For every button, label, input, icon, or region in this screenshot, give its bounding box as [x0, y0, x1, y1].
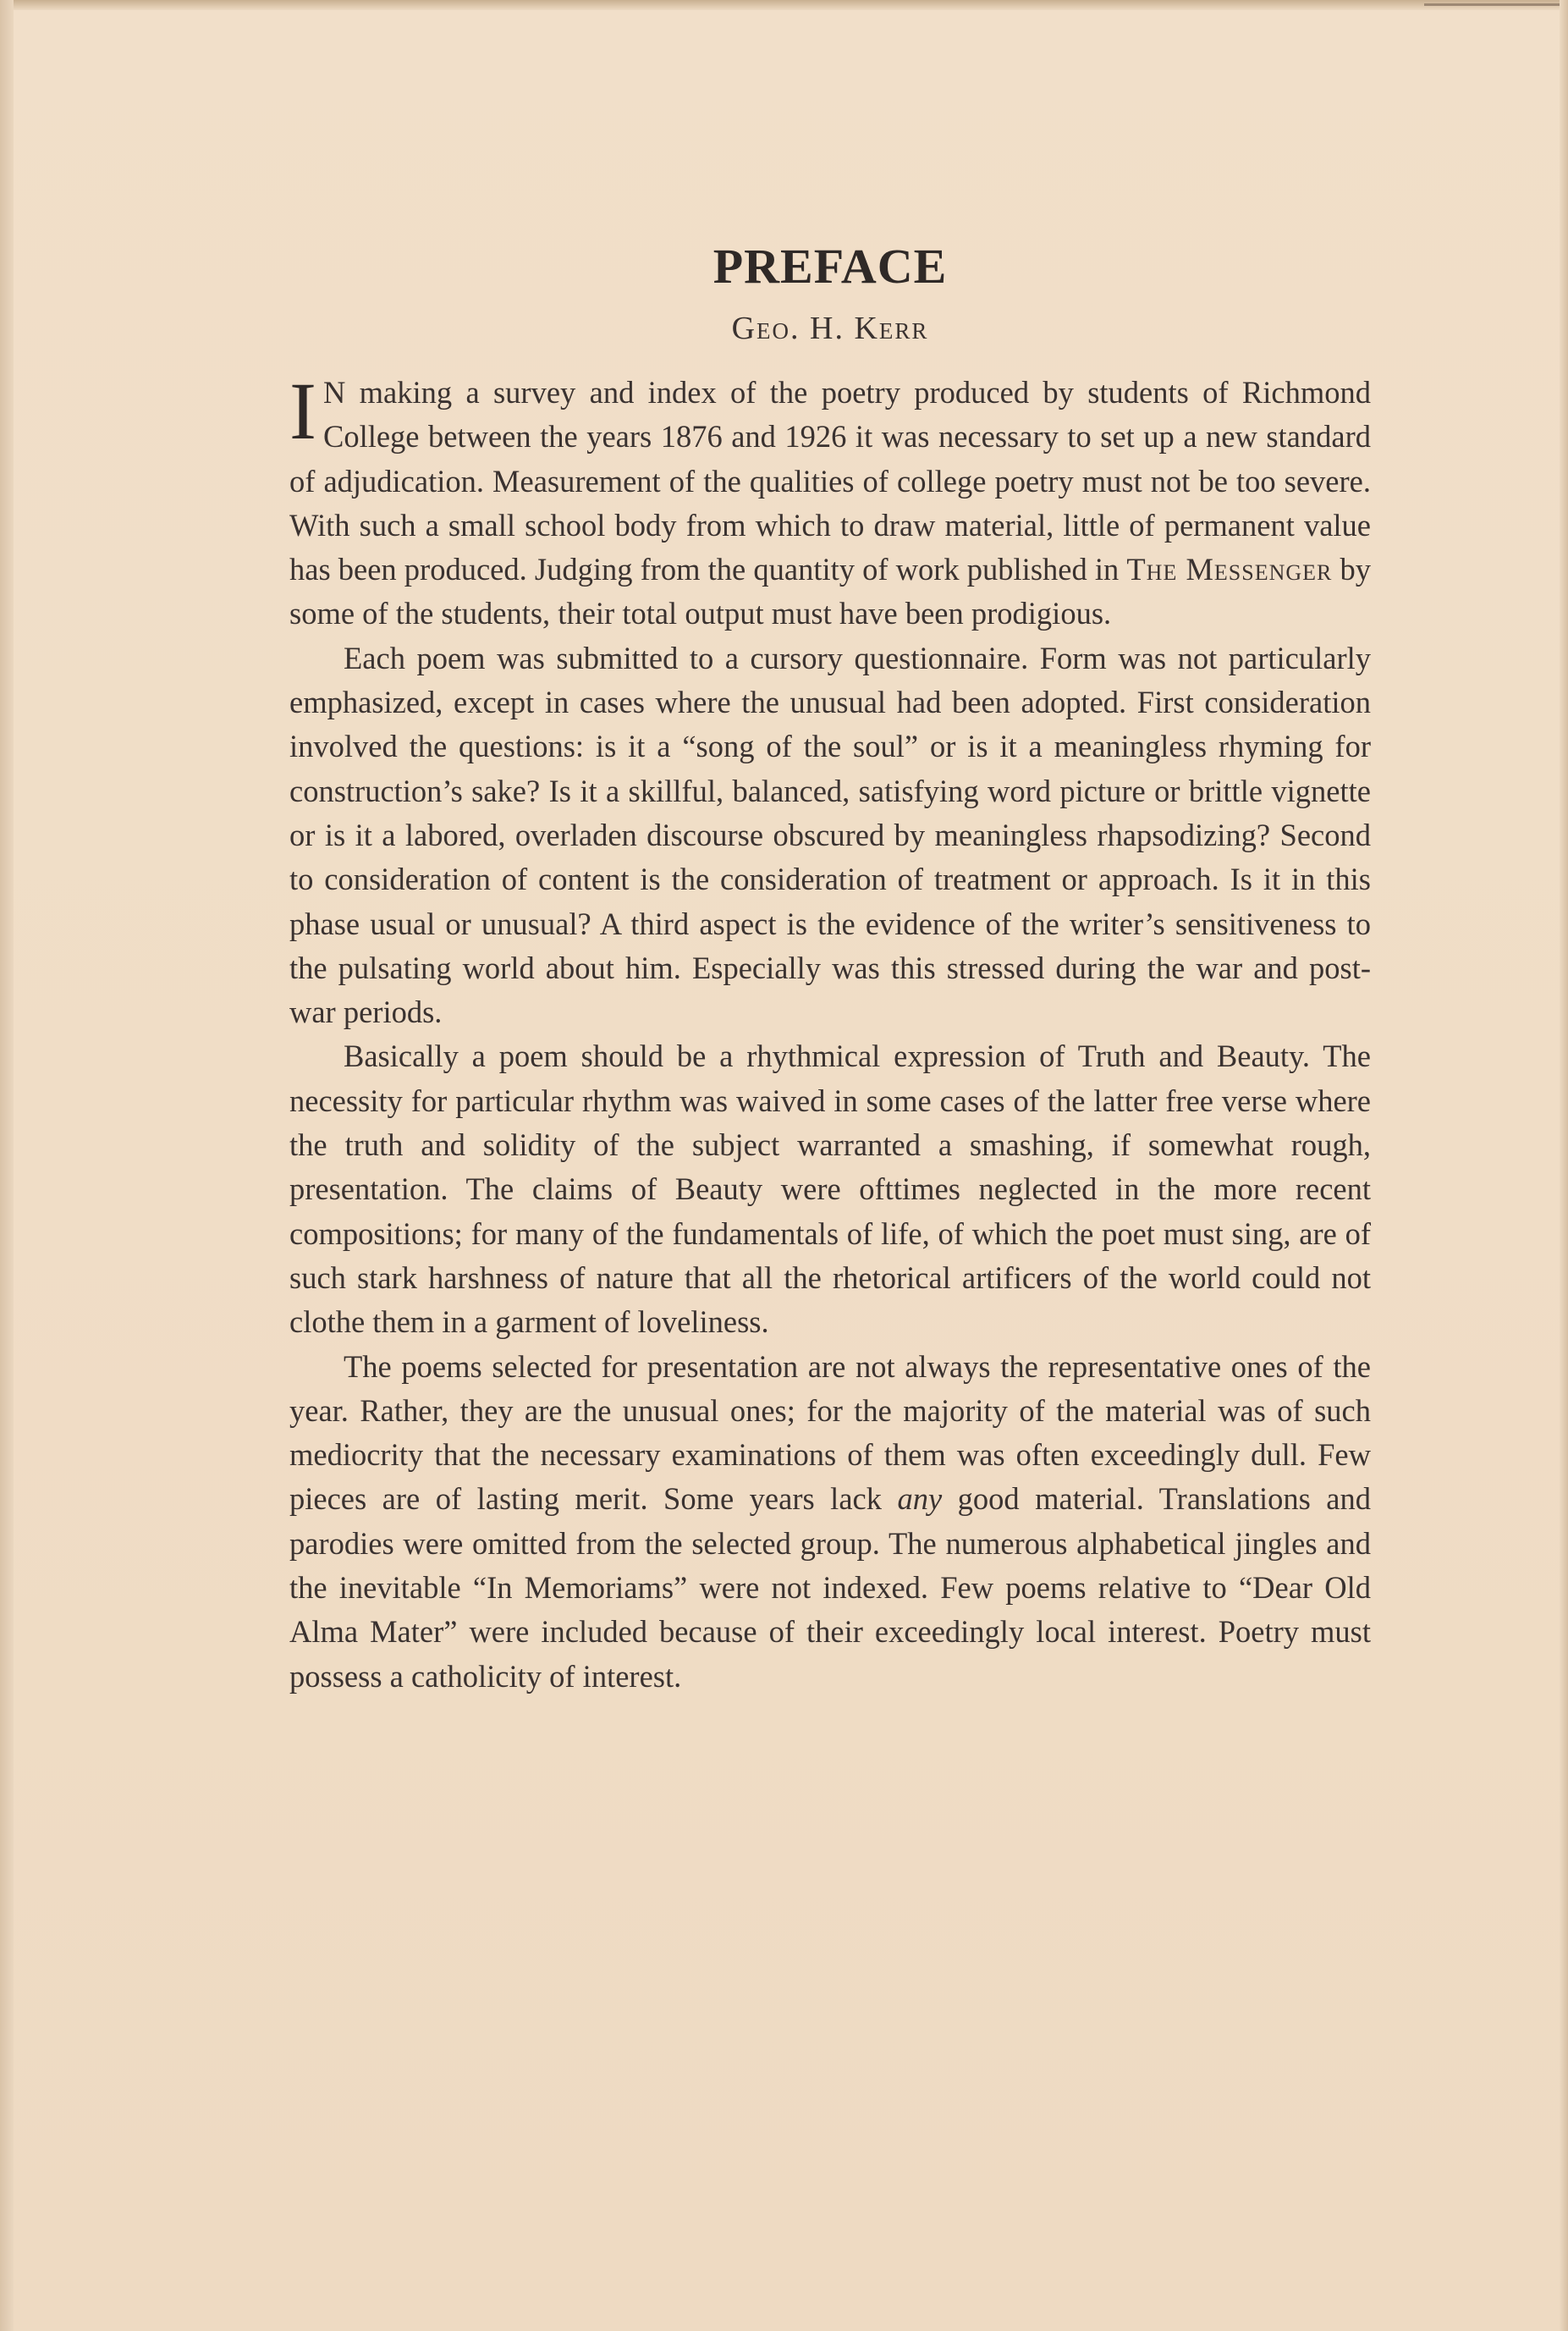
paragraph-2: Each poem was submitted to a cursory questionnaire. Form was not particularly emphasized, except in cases where the unusual had been adopted. First consideration involved the questions: is it a “song of the soul” or is it a meaningless rhyming for construction’s sake? Is it a skillful, balanced, satisfying word picture or brittle vignette or is it a labored, overladen discourse obscured by meaningless rhapsodizing? Second to consideration of content is the consideration of treatment or approach. Is it in this phase usual or unusual? A third aspect is the evidence of the writer’s sensitiveness to the pulsating world about him. Especially was this stressed during the war and post-war periods. [289, 640, 1371, 1030]
page-left-edge [0, 0, 14, 2331]
paragraph-4-lead: The poems selected for presentation are not always the representative ones of the year. Rather, they are the unusual ones; for the majority of the material was of such mediocrity that the necessary examinations of them was often exceedingly dull. Few pieces are of lasting merit. Some years lack [289, 1348, 1371, 1517]
paragraph-4 [289, 1345, 1371, 1699]
page-title: PREFACE [712, 239, 948, 294]
page-right-edge [1560, 0, 1568, 2331]
emphasis-word: any [897, 1481, 943, 1517]
paragraph-1 [289, 366, 1371, 636]
paragraph-1-lead: N making a survey and index of the poetry produced by students of Richmond College between the years 1876 and 1926 it was necessary to set up a new standard of adjudication. Measurement of the qualities of college poetry must not be too severe. With such a small school body from which to draw material, little of permanent value has been produced. Judging from the quantity of work published in [289, 375, 1371, 587]
paragraph-4-tail: good material. Translations and parodies were omitted from the selected group. The numerous alphabetical jingles and the inevitable “In Memoriams” were not indexed. Few poems relative to “Dear Old Alma Mater” were included because of their exceedingly local interest. Poetry must possess a catholicity of interest. [289, 1481, 1371, 1694]
author-byline: Geo. H. Kerr [731, 311, 929, 346]
paragraph-1-tail: by some of the students, their total output must have been prodigious. [289, 552, 1371, 631]
page-top-edge [0, 0, 1568, 10]
publication-name: The Messenger [1126, 552, 1333, 587]
preface-content [289, 229, 1371, 1699]
paragraph-3: Basically a poem should be a rhythmical expression of Truth and Beauty. The necessity for particular rhythm was waived in some cases of the latter free verse where the truth and solidity of the subject warranted a smashing, if somewhat rough, presentation. The claims of Beauty were ofttimes neglected in the more recent compositions; for many of the fundamentals of life, of which the poet must sing, are of such stark harshness of nature that all the rhetorical artificers of the world could not clothe them in a garment of loveliness. [289, 1039, 1371, 1340]
drop-cap: I [289, 366, 316, 456]
